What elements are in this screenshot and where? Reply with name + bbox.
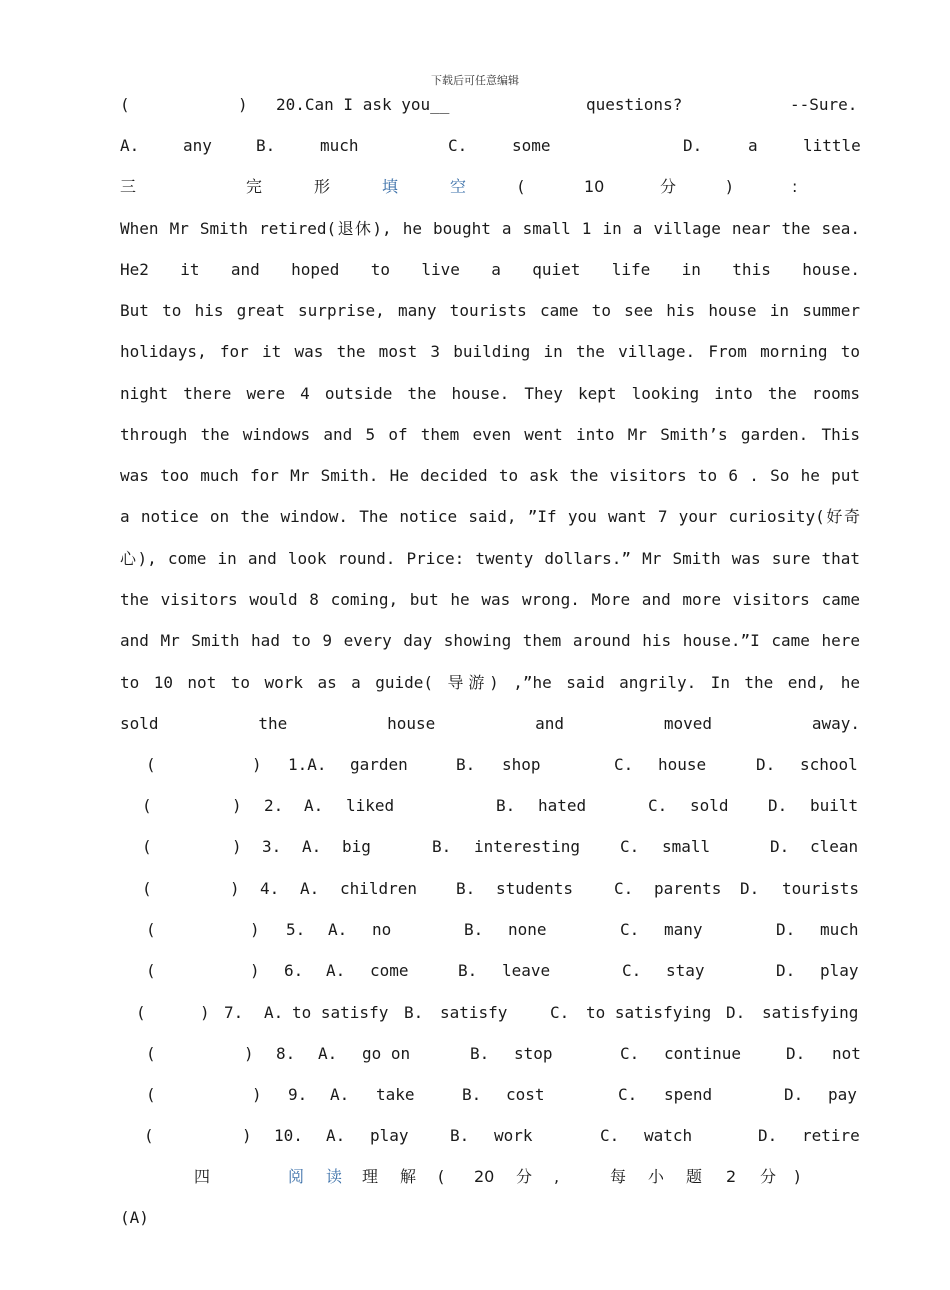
- option-label: D.: [683, 136, 703, 155]
- passage-line: sold the house and moved away.: [120, 714, 860, 733]
- section-3-heading: [120, 174, 860, 200]
- option-label: B.: [458, 961, 478, 980]
- option-label: D.: [756, 755, 776, 774]
- option-d: tourists: [782, 879, 860, 898]
- option-label: A.: [304, 796, 324, 815]
- option-label: A.: [326, 961, 346, 980]
- option-label: B.: [404, 1003, 424, 1022]
- question-row: [120, 917, 860, 943]
- passage-line: But to his great surprise, many tourists came to see his house in summer: [120, 301, 860, 320]
- option-c: watch: [644, 1126, 693, 1145]
- answer-paren-open: (: [146, 961, 156, 980]
- passage-line: the visitors would 8 coming, but he was wrong. More and more visitors came: [120, 590, 860, 609]
- passage-line: and Mr Smith had to 9 every day showing them around his house.”I came here: [120, 631, 860, 650]
- section-title-char: 解: [400, 1167, 417, 1186]
- option-label: A.: [264, 1003, 284, 1022]
- option-label: C.: [648, 796, 668, 815]
- question-row: [120, 752, 860, 778]
- question-row: [120, 1041, 860, 1067]
- passage-line: He2 it and hoped to live a quiet life in this house.: [120, 260, 860, 279]
- question-20-options: [120, 133, 860, 159]
- option-b: satisfy: [440, 1003, 508, 1022]
- answer-paren-open: (: [146, 1044, 156, 1063]
- option-label: C.: [620, 837, 640, 856]
- section-title-char: 阅: [288, 1167, 305, 1186]
- answer-paren-open: (: [146, 755, 156, 774]
- option-a: come: [370, 961, 409, 980]
- option-c: stay: [666, 961, 705, 980]
- option-a: liked: [346, 796, 395, 815]
- option-label: B.: [496, 796, 516, 815]
- section-title-char: 理: [362, 1167, 379, 1186]
- option-a: to satisfy: [292, 1003, 389, 1022]
- option-label: D.: [740, 879, 760, 898]
- option-d: play: [820, 961, 859, 980]
- question-row: [120, 876, 860, 902]
- option-label: D.: [758, 1126, 778, 1145]
- option-label: A.: [328, 920, 348, 939]
- option-label: C.: [622, 961, 642, 980]
- option-label: B.: [462, 1085, 482, 1104]
- option-b: cost: [506, 1085, 545, 1104]
- option-d: pay: [828, 1085, 857, 1104]
- heading-colon: :: [792, 177, 798, 196]
- option-b: leave: [502, 961, 551, 980]
- question-number: 9.: [288, 1085, 308, 1104]
- option-b: shop: [502, 755, 541, 774]
- heading-char: 每: [610, 1167, 627, 1186]
- answer-paren-open: (: [142, 879, 152, 898]
- passage-line: holidays, for it was the most 3 building in the village. From morning to: [120, 342, 860, 361]
- option-label: D.: [726, 1003, 746, 1022]
- option-b: work: [494, 1126, 533, 1145]
- option-d: much: [820, 920, 859, 939]
- section-number: 四: [194, 1167, 211, 1186]
- question-row: [120, 1000, 860, 1026]
- answer-paren-close: ): [200, 1003, 210, 1022]
- option-label: D.: [776, 961, 796, 980]
- score-paren-close: ): [794, 1167, 801, 1186]
- option-label: B.: [432, 837, 452, 856]
- option-label: C.: [620, 1044, 640, 1063]
- question-row: [120, 834, 860, 860]
- answer-paren-close: ): [250, 961, 260, 980]
- option-text: a: [748, 136, 758, 155]
- answer-paren-close: ): [252, 1085, 262, 1104]
- option-label: B.: [470, 1044, 490, 1063]
- option-b: students: [496, 879, 574, 898]
- question-row: [120, 1082, 860, 1108]
- answer-paren-open: (: [146, 920, 156, 939]
- option-label: C.: [614, 755, 634, 774]
- option-d: not: [832, 1044, 861, 1063]
- option-c: to satisfying: [586, 1003, 712, 1022]
- option-a: children: [340, 879, 418, 898]
- option-c: sold: [690, 796, 729, 815]
- option-label: B.: [256, 136, 276, 155]
- option-label: D.: [768, 796, 788, 815]
- question-number: 4.: [260, 879, 280, 898]
- question-number: 6.: [284, 961, 304, 980]
- heading-char: 题: [686, 1167, 703, 1186]
- option-label: D.: [786, 1044, 806, 1063]
- passage-line: through the windows and 5 of them even went into Mr Smith’s garden. This: [120, 425, 860, 444]
- section-title-char: 读: [326, 1167, 343, 1186]
- option-label: B.: [464, 920, 484, 939]
- answer-paren-close: ): [238, 95, 248, 114]
- option-a: take: [376, 1085, 415, 1104]
- option-label: C.: [620, 920, 640, 939]
- option-a: no: [372, 920, 392, 939]
- answer-paren-close: ): [252, 755, 262, 774]
- answer-paren-close: ): [230, 879, 240, 898]
- passage-line: 心), come in and look round. Price: twenty dollars.” Mr Smith was sure that: [120, 549, 860, 568]
- option-c: parents: [654, 879, 722, 898]
- question-20: [120, 92, 860, 118]
- section-title-char: 填: [382, 177, 399, 196]
- option-c: continue: [664, 1044, 742, 1063]
- option-text: any: [183, 136, 212, 155]
- score-unit: 分: [516, 1167, 533, 1186]
- option-c: small: [662, 837, 711, 856]
- option-text: some: [512, 136, 551, 155]
- option-label: A.: [330, 1085, 350, 1104]
- question-row: [120, 1123, 860, 1149]
- section-title-char: 形: [314, 177, 331, 196]
- option-label: C.: [550, 1003, 570, 1022]
- option-label: A.: [326, 1126, 346, 1145]
- part-label: (A): [120, 1208, 149, 1227]
- option-text: little: [803, 136, 861, 155]
- score-unit: 分: [660, 177, 677, 196]
- option-label: C.: [600, 1126, 620, 1145]
- section-score: 20: [474, 1167, 495, 1186]
- passage-line: to 10 not to work as a guide( 导游) ,”he said angrily. In the end, he: [120, 673, 860, 692]
- section-title-char: 完: [246, 177, 263, 196]
- part-a-label: [120, 1205, 860, 1231]
- answer-paren-close: ): [244, 1044, 254, 1063]
- option-label: D.: [776, 920, 796, 939]
- question-number: 7.: [224, 1003, 244, 1022]
- section-score: 10: [584, 177, 605, 196]
- option-label: C.: [614, 879, 634, 898]
- points-value: 2: [726, 1167, 737, 1186]
- passage-line: a notice on the window. The notice said, ”If you want 7 your curiosity(好奇: [120, 507, 860, 526]
- option-label: D.: [770, 837, 790, 856]
- option-label: A.: [318, 1044, 338, 1063]
- question-number: 3.: [262, 837, 282, 856]
- option-a: big: [342, 837, 371, 856]
- option-a: garden: [350, 755, 408, 774]
- option-label: C.: [448, 136, 468, 155]
- page-header: 下载后可任意编辑: [431, 74, 519, 87]
- option-d: school: [800, 755, 858, 774]
- score-paren-open: (: [518, 177, 525, 196]
- option-c: spend: [664, 1085, 713, 1104]
- question-row: [120, 958, 860, 984]
- option-d: retire: [802, 1126, 860, 1145]
- question-answer: --Sure.: [790, 95, 858, 114]
- option-b: interesting: [474, 837, 580, 856]
- option-label: A.: [302, 837, 322, 856]
- score-paren-open: (: [438, 1167, 445, 1186]
- option-a: go on: [362, 1044, 411, 1063]
- passage-line: night there were 4 outside the house. They kept looking into the rooms: [120, 384, 860, 403]
- question-number: 1.A.: [288, 755, 327, 774]
- option-c: house: [658, 755, 707, 774]
- question-number: 8.: [276, 1044, 296, 1063]
- answer-paren-open: (: [142, 796, 152, 815]
- answer-paren-open: (: [142, 837, 152, 856]
- question-row: [120, 793, 860, 819]
- option-label: B.: [456, 755, 476, 774]
- answer-paren-close: ): [250, 920, 260, 939]
- heading-comma: ,: [554, 1167, 560, 1186]
- option-b: none: [508, 920, 547, 939]
- option-d: satisfying: [762, 1003, 859, 1022]
- section-title-char: 空: [450, 177, 467, 196]
- passage-line: was too much for Mr Smith. He decided to ask the visitors to 6 . So he put: [120, 466, 860, 485]
- question-stem: 20.Can I ask you__: [276, 95, 450, 114]
- question-number: 5.: [286, 920, 306, 939]
- passage-line: When Mr Smith retired(退休), he bought a small 1 in a village near the sea.: [120, 219, 860, 238]
- option-label: B.: [456, 879, 476, 898]
- answer-paren-open: (: [144, 1126, 154, 1145]
- option-label: A.: [120, 136, 140, 155]
- question-word: questions?: [586, 95, 683, 114]
- option-d: built: [810, 796, 859, 815]
- option-a: play: [370, 1126, 409, 1145]
- answer-paren-open: (: [120, 95, 130, 114]
- section-4-heading: [120, 1164, 860, 1190]
- score-paren-close: ): [726, 177, 733, 196]
- question-number: 10.: [274, 1126, 303, 1145]
- answer-paren-close: ): [242, 1126, 252, 1145]
- heading-char: 小: [648, 1167, 665, 1186]
- score-unit: 分: [760, 1167, 777, 1186]
- option-label: D.: [784, 1085, 804, 1104]
- option-b: hated: [538, 796, 587, 815]
- option-d: clean: [810, 837, 859, 856]
- option-b: stop: [514, 1044, 553, 1063]
- option-label: C.: [618, 1085, 638, 1104]
- answer-paren-open: (: [136, 1003, 146, 1022]
- option-label: B.: [450, 1126, 470, 1145]
- question-number: 2.: [264, 796, 284, 815]
- option-label: A.: [300, 879, 320, 898]
- answer-paren-open: (: [146, 1085, 156, 1104]
- answer-paren-close: ): [232, 796, 242, 815]
- option-c: many: [664, 920, 703, 939]
- option-text: much: [320, 136, 359, 155]
- answer-paren-close: ): [232, 837, 242, 856]
- section-number: 三: [120, 177, 137, 196]
